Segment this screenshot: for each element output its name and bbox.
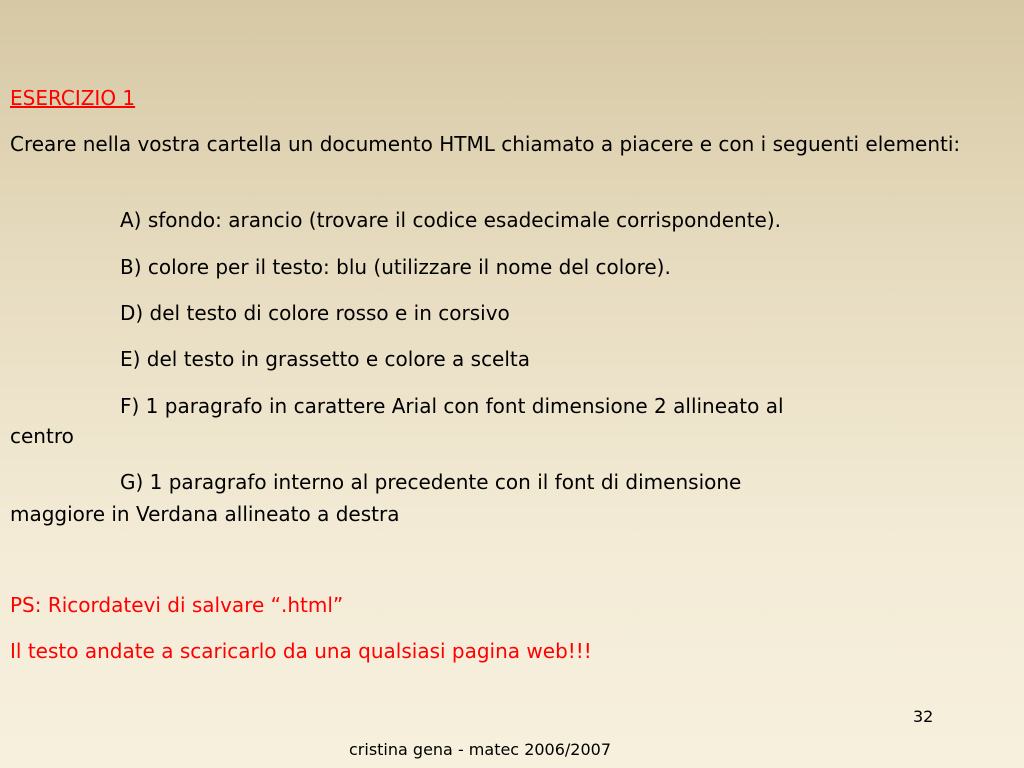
- intro-text: Creare nella vostra cartella un documento HTML chiamato a piacere e con i seguenti elementi:: [10, 132, 961, 156]
- item-b: B) colore per il testo: blu (utilizzare il nome del colore).: [120, 255, 671, 279]
- ps-note: PS: Ricordatevi di salvare “.html”: [10, 593, 344, 617]
- item-f-line2: centro: [10, 424, 74, 448]
- item-f-line1: F) 1 paragrafo in carattere Arial con font dimensione 2 allineato al: [120, 394, 784, 418]
- item-g-line1: G) 1 paragrafo interno al precedente con il font di dimensione: [120, 470, 742, 494]
- footer-credit: cristina gena - matec 2006/2007: [349, 740, 612, 759]
- item-d: D) del testo di colore rosso e in corsivo: [120, 301, 510, 325]
- page-number: 32: [913, 707, 934, 726]
- item-a: A) sfondo: arancio (trovare il codice esadecimale corrispondente).: [120, 208, 781, 232]
- item-e: E) del testo in grassetto e colore a scelta: [120, 347, 531, 371]
- item-g-line2: maggiore in Verdana allineato a destra: [10, 502, 400, 526]
- final-note: Il testo andate a scaricarlo da una qualsiasi pagina web!!!: [10, 639, 592, 663]
- slide-title: ESERCIZIO 1: [10, 86, 136, 110]
